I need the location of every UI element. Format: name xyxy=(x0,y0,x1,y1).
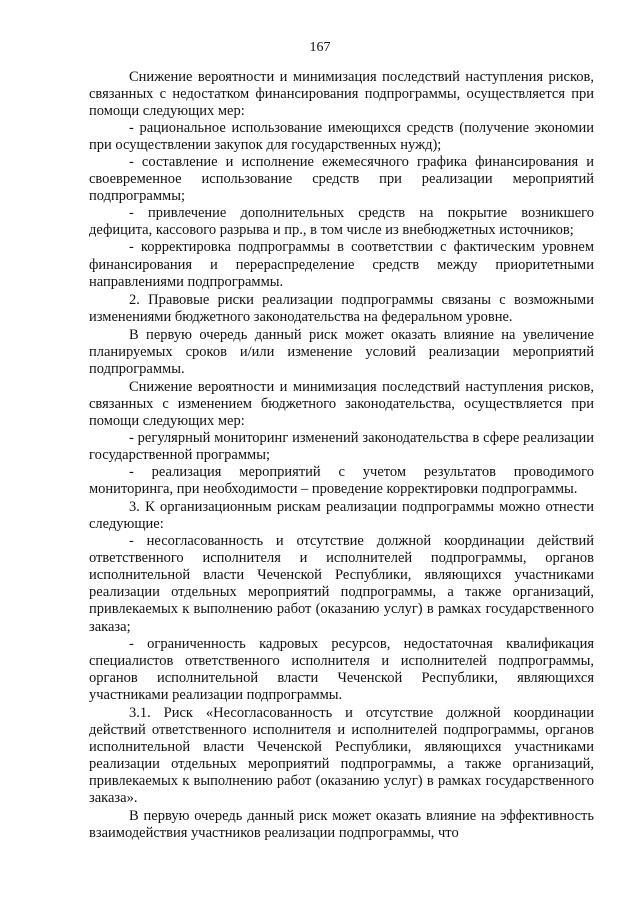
list-item-correction: - корректировка подпрограммы в соответствии с фактическим уровнем финансирования и перераспределение средств между приоритетными направлениями подпрограммы. xyxy=(89,239,594,290)
paragraph-organizational-risks: 3. К организационным рискам реализации подпрограммы можно отнести следующие: xyxy=(89,499,594,533)
paragraph-risk-impact-continued: В первую очередь данный риск может оказать влияние на эффективность взаимодействия участников реализации подпрограммы, что xyxy=(89,808,594,842)
paragraph-legal-measures-intro: Снижение вероятности и минимизация последствий наступления рисков, связанных с изменением бюджетного законодательства, осуществляется при помощи следующих мер: xyxy=(89,378,594,429)
list-item-additional-funds: - привлечение дополнительных средств на покрытие возникшего дефицита, кассового разрыва и пр., в том числе из внебюджетных источников; xyxy=(89,205,594,239)
paragraph-risk-3-1: 3.1. Риск «Несогласованность и отсутствие должной координации действий ответственного исполнителя и исполнителей подпрограммы, органов исполнительной власти Чеченской Республики, являющихся участниками реализации отдельных мероприятий подпрограммы, а также организаций, привлекаемых к выполнению работ (оказанию услуг) в рамках государственного заказа». xyxy=(89,704,594,806)
list-item-staff-resources: - ограниченность кадровых ресурсов, недостаточная квалификация специалистов ответственного исполнителя и исполнителей подпрограммы, органов исполнительной власти Чеченской Республики, являющихся участниками реализации подпрограммы. xyxy=(89,635,594,703)
document-body xyxy=(89,69,594,842)
list-item-monitoring: - регулярный мониторинг изменений законодательства в сфере реализации государственной программы; xyxy=(89,429,594,464)
list-item-monthly-schedule: - составление и исполнение ежемесячного графика финансирования и своевременное использование средств при реализации мероприятий подпрограммы; xyxy=(89,154,594,205)
paragraph-legal-risk-impact: В первую очередь данный риск может оказать влияние на увеличение планируемых сроков и/или изменение условий реализации мероприятий подпрограммы. xyxy=(89,326,594,377)
list-item-rational-use: - рациональное использование имеющихся средств (получение экономии при осуществлении закупок для государственных нужд); xyxy=(89,120,594,154)
list-item-monitoring-results: - реализация мероприятий с учетом результатов проводимого мониторинга, при необходимости – проведение корректировки подпрограммы. xyxy=(89,464,594,498)
page-number: 167 xyxy=(309,40,331,55)
paragraph-financing-measures-intro: Снижение вероятности и минимизация последствий наступления рисков, связанных с недостатком финансирования подпрограммы, осуществляется при помощи следующих мер: xyxy=(89,69,594,120)
paragraph-legal-risks: 2. Правовые риски реализации подпрограммы связаны с возможными изменениями бюджетного законодательства на федеральном уровне. xyxy=(89,291,594,325)
list-item-coordination: - несогласованность и отсутствие должной координации действий ответственного исполнителя и исполнителей подпрограммы, органов исполнительной власти Чеченской Республики, являющихся участниками реализации отдельных мероприятий подпрограммы, а также организаций, привлекаемых к выполнению работ (оказанию услуг) в рамках государственного заказа; xyxy=(89,533,594,635)
